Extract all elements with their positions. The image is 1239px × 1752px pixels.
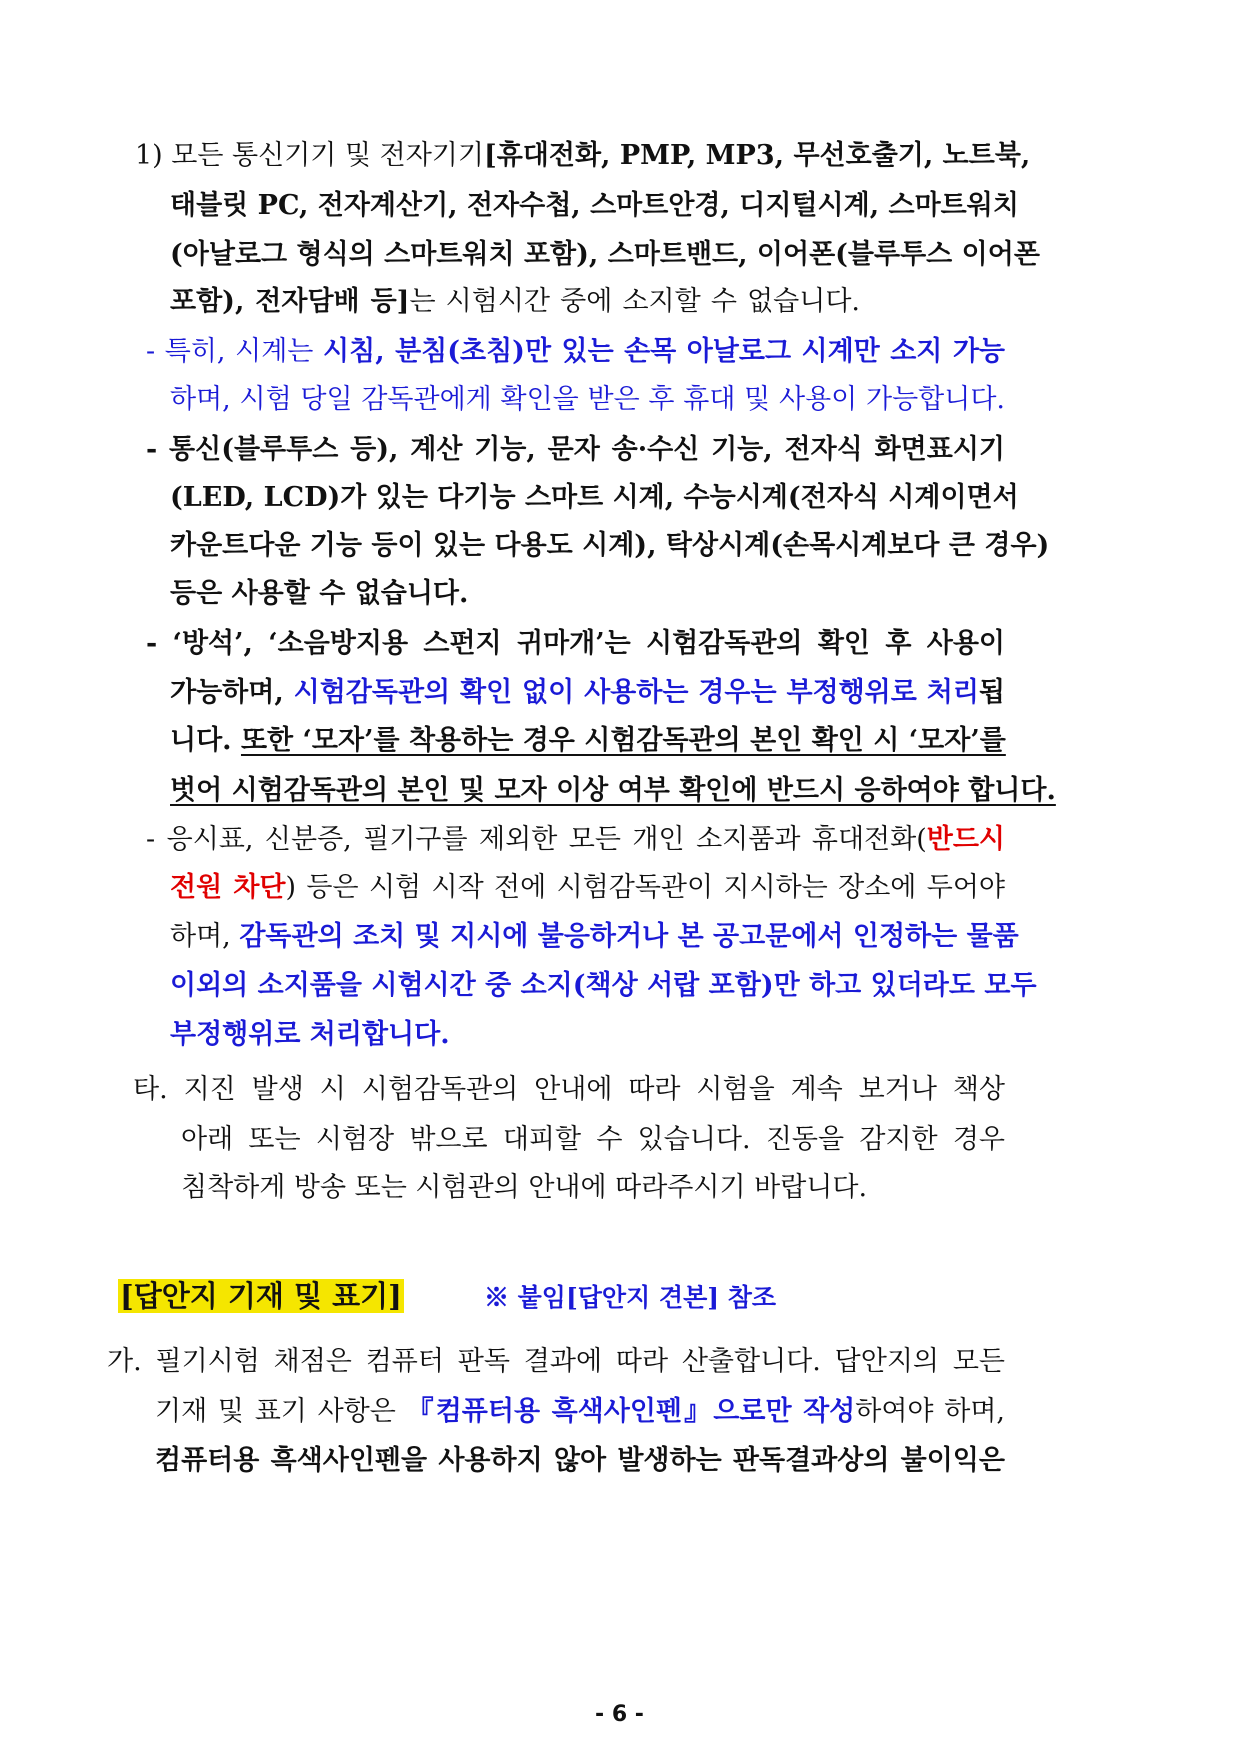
text-line [170, 380, 1005, 420]
text-line [146, 332, 1005, 372]
text-line [170, 282, 860, 322]
text-segment: (아날로그 형식의 스마트워치 포함), 스마트밴드, 이어폰(블루투스 이어폰 [170, 239, 1040, 270]
text-segment: 부정행위로 처리합니다. [170, 1019, 450, 1050]
section-reference-note: ※ 붙임[답안지 견본] 참조 [483, 1283, 777, 1312]
text-segment: 반드시 [926, 824, 1005, 855]
text-segment: 등은 사용할 수 없습니다. [170, 578, 469, 609]
text-line [107, 1342, 1005, 1382]
text-segment: (LED, LCD)가 있는 다기능 스마트 시계, 수능시계(전자식 시계이면서 [170, 482, 1019, 513]
text-segment: 됩 [978, 677, 1005, 708]
text-line [170, 526, 1050, 566]
text-segment: 감독관의 조치 및 지시에 불응하거나 본 공고문에서 인정하는 물품 [239, 921, 1019, 952]
text-line [146, 624, 1005, 664]
text-line [170, 186, 1019, 226]
text-segment: 하여야 하며, [855, 1396, 1005, 1427]
text-segment: 또한 ‘모자’를 착용하는 경우 시험감독관의 본인 확인 시 ‘모자’를 [240, 725, 1006, 756]
text-segment: 타. 지진 발생 시 시험감독관의 안내에 따라 시험을 계속 보거나 책상 [133, 1074, 1005, 1105]
text-line [155, 1392, 1005, 1432]
text-segment: 컴퓨터용 흑색사인펜을 사용하지 않아 발생하는 판독결과상의 불이익은 [155, 1445, 1005, 1476]
text-segment: 가. 필기시험 채점은 컴퓨터 판독 결과에 따라 산출합니다. 답안지의 모든 [107, 1346, 1005, 1377]
text-line [170, 868, 1005, 908]
text-segment: 하며, [170, 921, 240, 952]
text-segment: 침착하게 방송 또는 시험관의 안내에 따라주시기 바랍니다. [181, 1172, 868, 1203]
text-line [170, 235, 1040, 275]
text-segment: [휴대전화, PMP, MP3, 무선호출기, 노트북, [483, 140, 1031, 171]
text-line [146, 820, 1005, 860]
text-segment: 니다. [170, 725, 241, 756]
text-segment: - ‘방석’, ‘소음방지용 스펀지 귀마개’는 시험감독관의 확인 후 사용이 [146, 628, 1005, 659]
section-title: [답안지 기재 및 표기] [120, 1279, 402, 1313]
text-line [181, 1168, 867, 1208]
text-segment: 기재 및 표기 사항은 [155, 1396, 407, 1427]
text-segment: 시험감독관의 확인 없이 사용하는 경우는 부정행위로 처리 [293, 677, 979, 708]
section-heading [118, 1276, 776, 1318]
text-segment: 1) 모든 통신기기 및 전자기기 [135, 140, 484, 171]
text-segment: 벗어 시험감독관의 본인 및 모자 이상 여부 확인에 반드시 응하여야 합니다. [170, 775, 1056, 806]
text-segment: 는 시험시간 중에 소지할 수 없습니다. [409, 286, 860, 317]
text-line [170, 771, 1056, 811]
text-line [181, 1120, 1005, 1160]
text-line [170, 966, 1037, 1006]
text-segment: 시침, 분침(초침)만 있는 손목 아날로그 시계만 소지 가능 [323, 336, 1005, 367]
text-line [170, 917, 1019, 957]
text-line [170, 1015, 450, 1055]
text-line [155, 1441, 1005, 1481]
page-number: - 6 - [595, 1702, 644, 1727]
text-segment: - 응시표, 신분증, 필기구를 제외한 모든 개인 소지품과 휴대전화( [146, 824, 927, 855]
text-line [170, 673, 1005, 713]
text-segment: ) 등은 시험 시작 전에 시험감독관이 지시하는 장소에 두어야 [285, 872, 1005, 903]
text-segment: 이외의 소지품을 시험시간 중 소지(책상 서랍 포함)만 하고 있더라도 모두 [170, 970, 1037, 1001]
text-line [133, 1070, 1005, 1110]
text-segment: 아래 또는 시험장 밖으로 대피할 수 있습니다. 진동을 감지한 경우 [181, 1124, 1005, 1155]
text-segment: 『컴퓨터용 흑색사인펜』으로만 작성 [406, 1396, 856, 1427]
text-segment: 카운트다운 기능 등이 있는 다용도 시계), 탁상시계(손목시계보다 큰 경우) [170, 530, 1050, 561]
text-line [135, 136, 1031, 176]
text-segment: 하며, 시험 당일 감독관에게 확인을 받은 후 휴대 및 사용이 가능합니다. [170, 384, 1005, 415]
text-line [146, 430, 1005, 470]
text-line [170, 721, 1005, 761]
text-segment: 전원 차단 [170, 872, 286, 903]
text-segment: 태블릿 PC, 전자계산기, 전자수첩, 스마트안경, 디지털시계, 스마트워치 [170, 190, 1019, 221]
text-segment: 가능하며, [170, 677, 294, 708]
text-segment: 포함), 전자담배 등] [170, 286, 410, 317]
text-segment: - 특히, 시계는 [146, 336, 324, 367]
text-segment: - 통신(블루투스 등), 계산 기능, 문자 송·수신 기능, 전자식 화면표시기 [146, 434, 1005, 465]
text-line [170, 574, 468, 614]
text-line [170, 478, 1019, 518]
